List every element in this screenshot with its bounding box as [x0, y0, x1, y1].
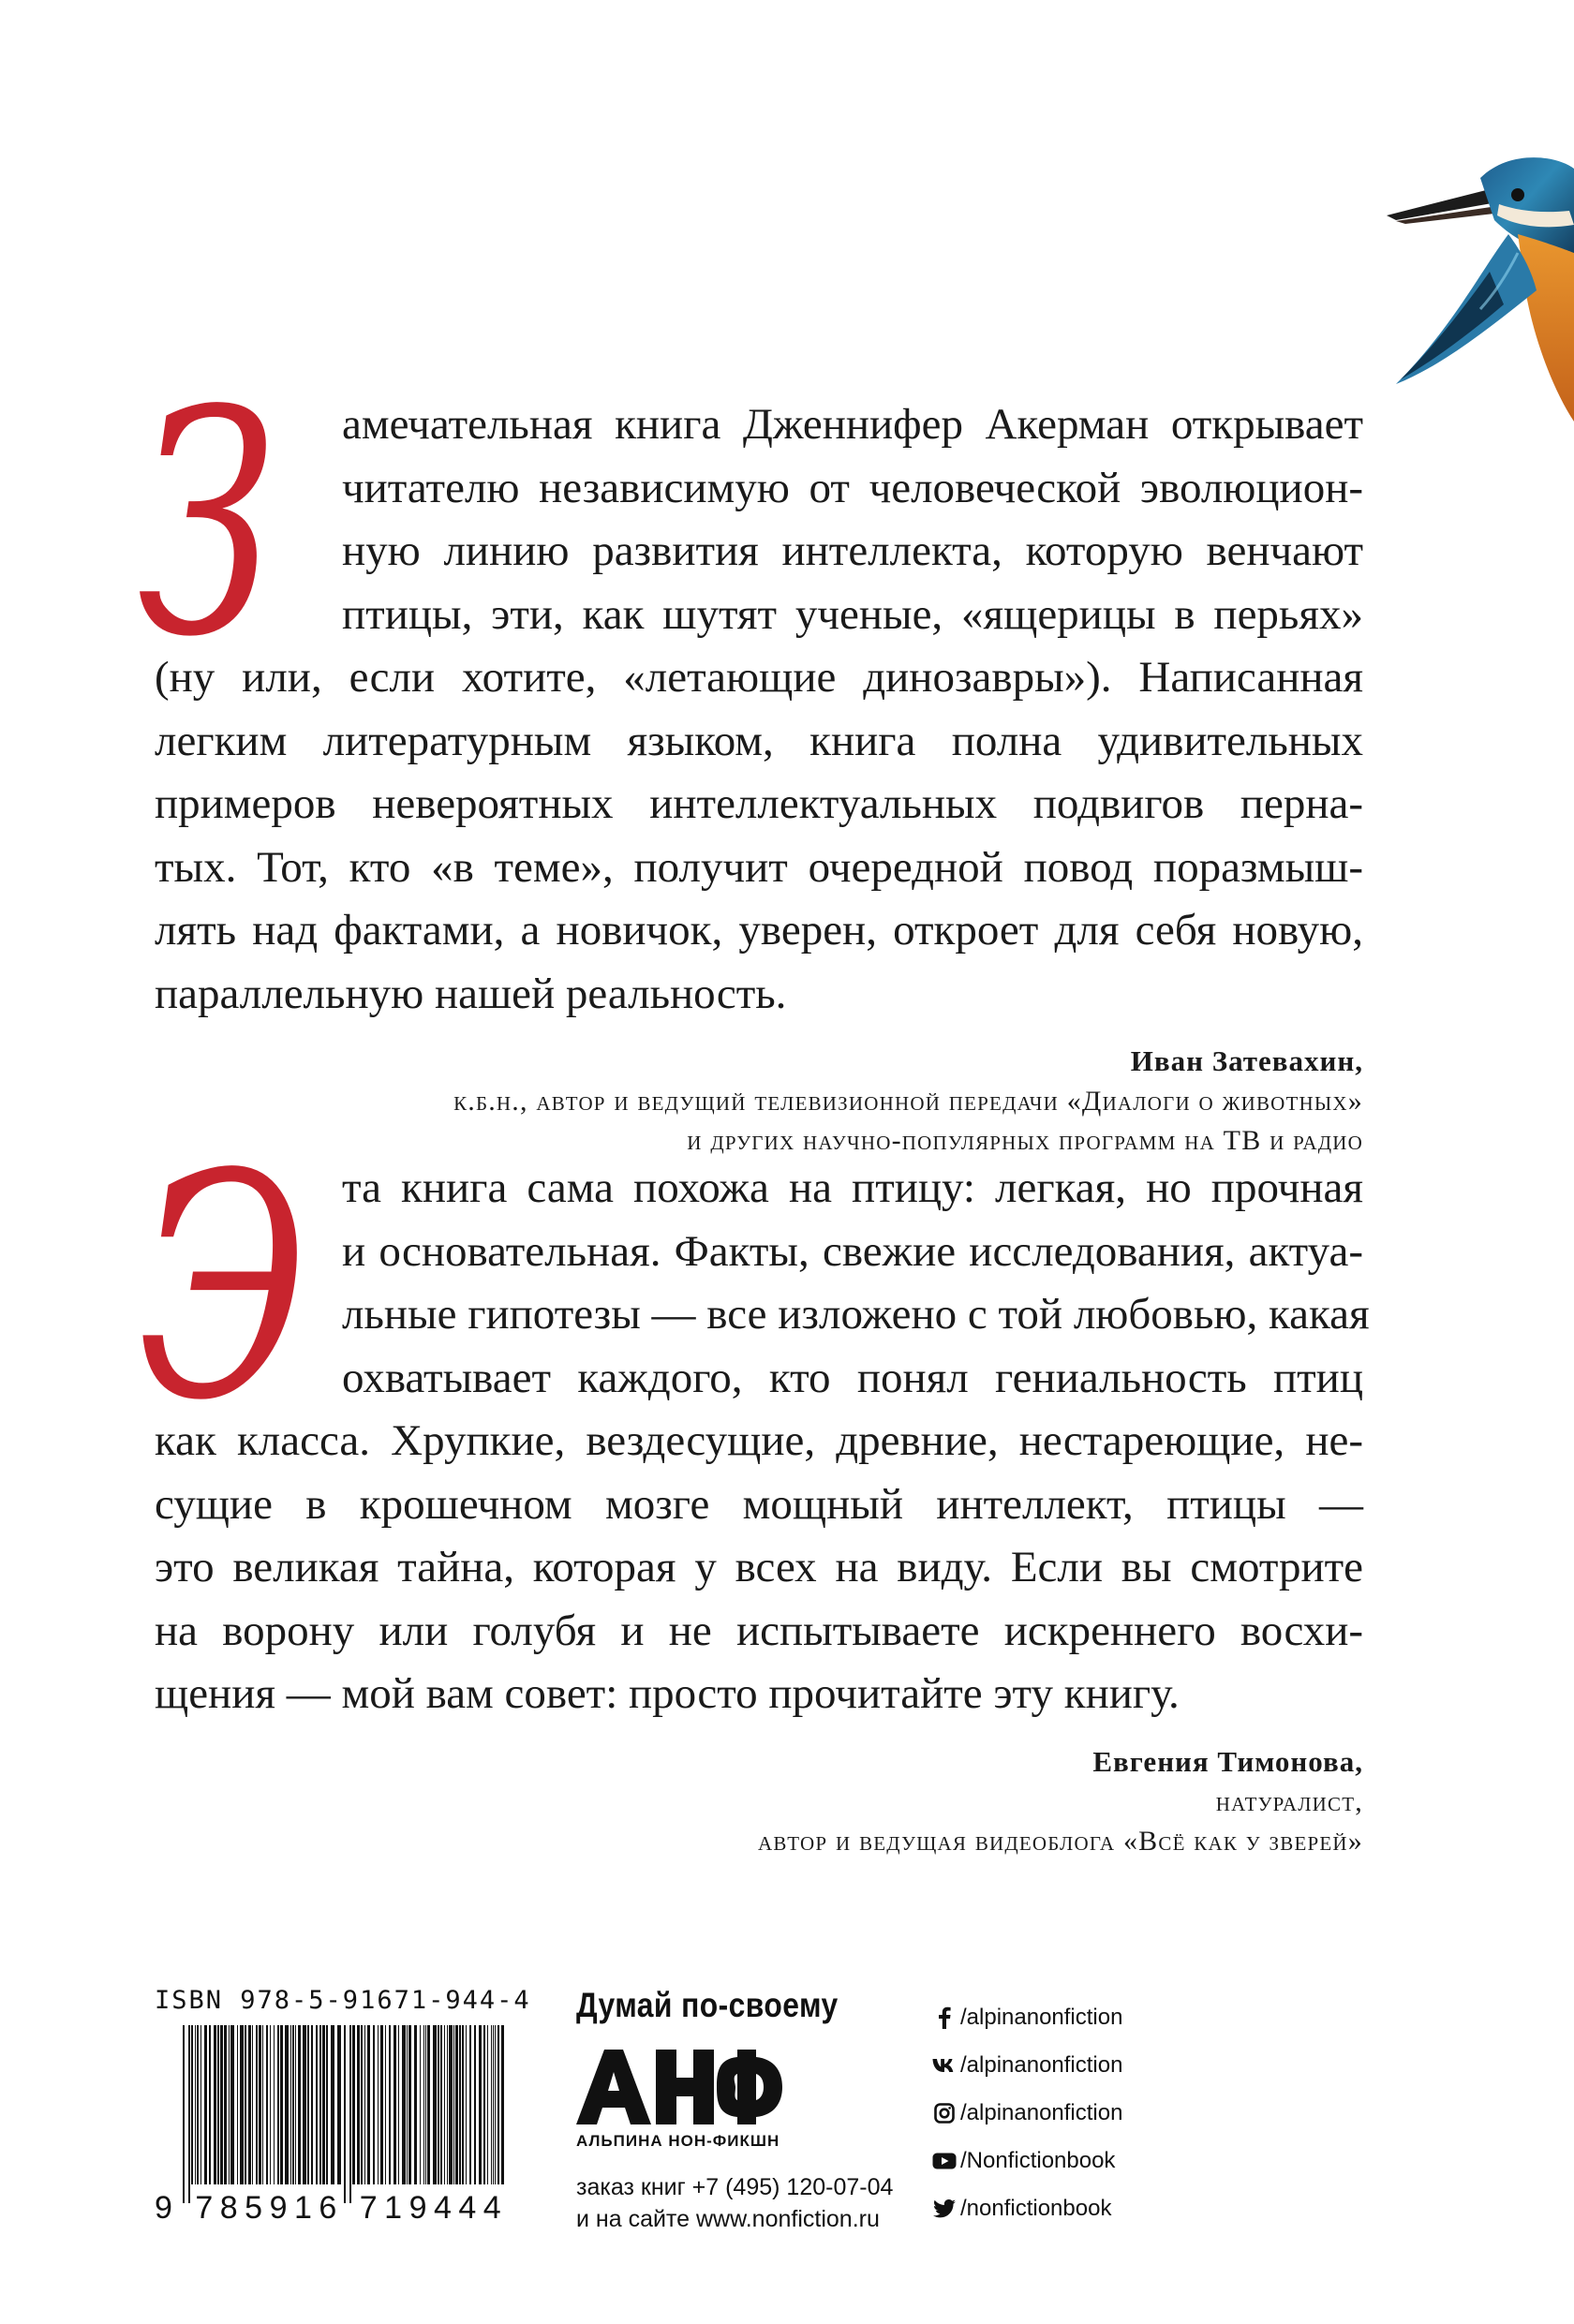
- barcode-bar: [326, 2025, 328, 2184]
- barcode-bar: [319, 2025, 321, 2184]
- text-line: льные гипотезы — все изложено с той любовью, какая: [342, 1290, 1370, 1339]
- social-handle: /Nonfictionbook: [960, 2147, 1116, 2173]
- barcode-bar: [280, 2025, 283, 2184]
- barcode-bar: [270, 2025, 271, 2184]
- barcode-bar: [252, 2025, 253, 2184]
- barcode-bar: [195, 2025, 196, 2184]
- barcode-bar: [266, 2025, 268, 2184]
- vk-icon: [932, 2054, 957, 2077]
- barcode-bar: [440, 2025, 442, 2184]
- barcode-bar: [259, 2025, 261, 2184]
- barcode-bar: [495, 2025, 496, 2184]
- barcode-bar: [197, 2025, 199, 2184]
- social-handle: /alpinanonfiction: [960, 2004, 1123, 2030]
- text-line: птицы, эти, как шутят ученые, «ящерицы в перьях»: [342, 589, 1363, 639]
- barcode-bar: [483, 2025, 485, 2184]
- barcode-bar: [459, 2025, 461, 2184]
- barcode-bar: [453, 2025, 454, 2184]
- text-line: лять над фактами, а новичок, уверен, откроет для себя новую,: [155, 906, 1363, 955]
- barcode-bar: [385, 2025, 386, 2184]
- order-site: и на сайте www.nonfiction.ru: [576, 2206, 880, 2232]
- text-line: как класса. Хрупкие, вездесущие, древние, нестареющие, не-: [155, 1416, 1363, 1465]
- barcode-bar: [248, 2025, 251, 2184]
- barcode-bar: [402, 2025, 406, 2184]
- barcode-bar: [191, 2025, 193, 2184]
- barcode-bar: [303, 2025, 306, 2184]
- text-line: та книга сама похожа на птицу: легкая, но прочная: [342, 1163, 1363, 1212]
- barcode-bar: [373, 2025, 375, 2184]
- order-phone: заказ книг +7 (495) 120-07-04: [576, 2174, 894, 2200]
- barcode-bar: [378, 2025, 379, 2184]
- barcode-bar: [331, 2025, 334, 2184]
- text-line: на ворону или голубя и не испытываете искреннего восхи-: [155, 1606, 1363, 1655]
- barcode-bar: [220, 2025, 223, 2184]
- twitter-icon: [932, 2198, 957, 2220]
- social-vk[interactable]: [932, 2041, 1122, 2089]
- drop-cap: З: [138, 345, 277, 704]
- youtube-icon: [932, 2150, 957, 2172]
- barcode-bar: [322, 2025, 325, 2184]
- barcode-bar: [262, 2025, 263, 2184]
- barcode-bar: [290, 2025, 291, 2184]
- barcode-bar: [466, 2025, 467, 2184]
- text-line: параллельную нашей реальность.: [155, 969, 787, 1018]
- barcode-bar: [188, 2025, 190, 2203]
- text-line: ную линию развития интеллекта, которую венчают: [342, 526, 1363, 575]
- barcode-bar: [217, 2025, 219, 2184]
- barcode-bar: [487, 2025, 488, 2184]
- text-line: щения — мой вам совет: просто прочитайте эту книгу.: [155, 1669, 1180, 1718]
- social-handle: /alpinanonfiction: [960, 2051, 1123, 2078]
- reviewer-role: к.б.н., автор и ведущий телевизионной передачи «Диалоги о животных»: [453, 1086, 1363, 1117]
- text-line: сущие в крошечном мозге мощный интеллект, птицы —: [155, 1479, 1363, 1529]
- barcode-bar: [449, 2025, 453, 2184]
- reviewer-name: Иван Затевахин,: [1130, 1044, 1363, 1077]
- barcode-bar: [200, 2025, 201, 2184]
- isbn-number: ISBN 978-5-91671-944-4: [155, 1986, 531, 2015]
- barcode-bar: [316, 2025, 318, 2184]
- barcode-bar: [414, 2025, 417, 2184]
- barcode-bar: [311, 2025, 313, 2184]
- barcode-bar: [361, 2025, 363, 2184]
- barcode-bar: [204, 2025, 207, 2184]
- barcode-bar: [237, 2025, 238, 2184]
- barcode-bar: [229, 2025, 230, 2184]
- text-line: примеров невероятных интеллектуальных подвигов перна-: [155, 779, 1363, 828]
- reviewer-role: натуралист,: [1215, 1785, 1363, 1817]
- kingfisher-illustration: [1377, 112, 1574, 422]
- barcode-bar: [295, 2025, 296, 2184]
- social-handle: /alpinanonfiction: [960, 2099, 1123, 2125]
- barcode-bar: [433, 2025, 437, 2184]
- barcode-bar: [256, 2025, 258, 2184]
- barcode-bar: [349, 2025, 351, 2203]
- barcode-bar: [380, 2025, 383, 2184]
- barcode-bar: [245, 2025, 246, 2184]
- text-line: это великая тайна, которая у всех на виду. Если вы смотрите: [155, 1543, 1363, 1591]
- barcode-bar: [364, 2025, 365, 2184]
- text-line: тых. Тот, кто «в теме», получит очередной повод поразмыш-: [155, 842, 1363, 892]
- instagram-icon: [932, 2102, 957, 2124]
- barcode-bar: [389, 2025, 391, 2184]
- barcode-bar: [427, 2025, 430, 2184]
- barcode-bar: [425, 2025, 426, 2184]
- barcode-bar: [292, 2025, 294, 2184]
- barcode-bar: [497, 2025, 499, 2184]
- barcode-bar: [357, 2025, 360, 2184]
- reviewer-role: и других научно-популярных программ на ТВ и радио: [687, 1125, 1363, 1156]
- barcode-bar: [493, 2025, 494, 2184]
- barcode-bar: [285, 2025, 289, 2184]
- text-line: читателю независимую от человеческой эволюцион-: [342, 463, 1363, 512]
- barcode-bar: [398, 2025, 399, 2184]
- text-line: амечательная книга Дженнифер Акерман открывает: [342, 400, 1363, 449]
- barcode-bar: [447, 2025, 448, 2184]
- social-facebook[interactable]: [932, 1993, 1122, 2041]
- publisher-name: АЛЬПИНА НОН-ФИКШН: [576, 2132, 780, 2150]
- barcode-bar: [407, 2025, 408, 2184]
- barcode-bar: [462, 2025, 464, 2184]
- isbn-barcode: [155, 1986, 531, 2226]
- barcode-bar: [240, 2025, 244, 2184]
- barcode-bar: [501, 2025, 504, 2184]
- publisher-slogan: Думай по-своему: [576, 1986, 839, 2024]
- barcode-bar: [367, 2025, 370, 2184]
- barcode-bar: [408, 2025, 411, 2184]
- text-line: (ну или, если хотите, «летающие динозавры»). Написанная: [155, 653, 1363, 702]
- text-line: и основательная. Факты, свежие исследования, актуа-: [342, 1226, 1363, 1276]
- barcode-bar: [394, 2025, 396, 2184]
- barcode-bar: [438, 2025, 439, 2184]
- review-text: [155, 1157, 1370, 1726]
- back-cover-footer: [0, 1967, 1574, 2324]
- social-youtube[interactable]: [932, 2137, 1122, 2184]
- barcode-bar: [352, 2025, 355, 2184]
- social-twitter[interactable]: [932, 2184, 1122, 2232]
- barcode-bar: [277, 2025, 279, 2184]
- reviewer-role: автор и ведущая видеоблога «Всё как у зверей»: [758, 1825, 1363, 1857]
- text-line: легким литературным языком, книга полна удивительных: [155, 716, 1363, 765]
- barcode-bar: [469, 2025, 471, 2184]
- barcode-bar: [337, 2025, 341, 2184]
- reviewer-name: Евгения Тимонова,: [1092, 1744, 1363, 1778]
- review-text: [155, 393, 1363, 1026]
- barcode-bar: [183, 2025, 185, 2203]
- drop-cap: Э: [138, 1108, 308, 1468]
- barcode-bar: [455, 2025, 458, 2184]
- barcode-bar: [444, 2025, 445, 2184]
- barcode-bar: [298, 2025, 301, 2184]
- barcode-bar: [491, 2025, 492, 2184]
- barcode-bar: [423, 2025, 424, 2184]
- review-blurb-1: [138, 345, 1363, 1161]
- barcode-bar: [214, 2025, 216, 2184]
- barcode-bar: [420, 2025, 421, 2184]
- facebook-icon: [932, 2006, 957, 2029]
- barcode-bar: [224, 2025, 227, 2184]
- publisher-block: [576, 1986, 932, 2235]
- social-links: [932, 1993, 1122, 2232]
- barcode-bar: [474, 2025, 476, 2184]
- social-handle: /nonfictionbook: [960, 2195, 1112, 2221]
- publisher-logo: [576, 2050, 782, 2124]
- text-line: охватывает каждого, кто понял гениальность птиц: [342, 1353, 1363, 1402]
- order-info: [576, 2171, 932, 2235]
- social-instagram[interactable]: [932, 2089, 1122, 2137]
- barcode-bar: [479, 2025, 482, 2184]
- barcode-bar: [344, 2025, 346, 2203]
- barcode-bar: [307, 2025, 309, 2184]
- barcode-bar: [274, 2025, 275, 2184]
- barcode-bar: [230, 2025, 234, 2184]
- review-attribution: [155, 1041, 1363, 1161]
- review-attribution: [155, 1741, 1363, 1861]
- barcode-digits: 9 785916 719444: [155, 2190, 509, 2226]
- barcode-bar: [209, 2025, 211, 2184]
- barcode-bars: [183, 2025, 511, 2203]
